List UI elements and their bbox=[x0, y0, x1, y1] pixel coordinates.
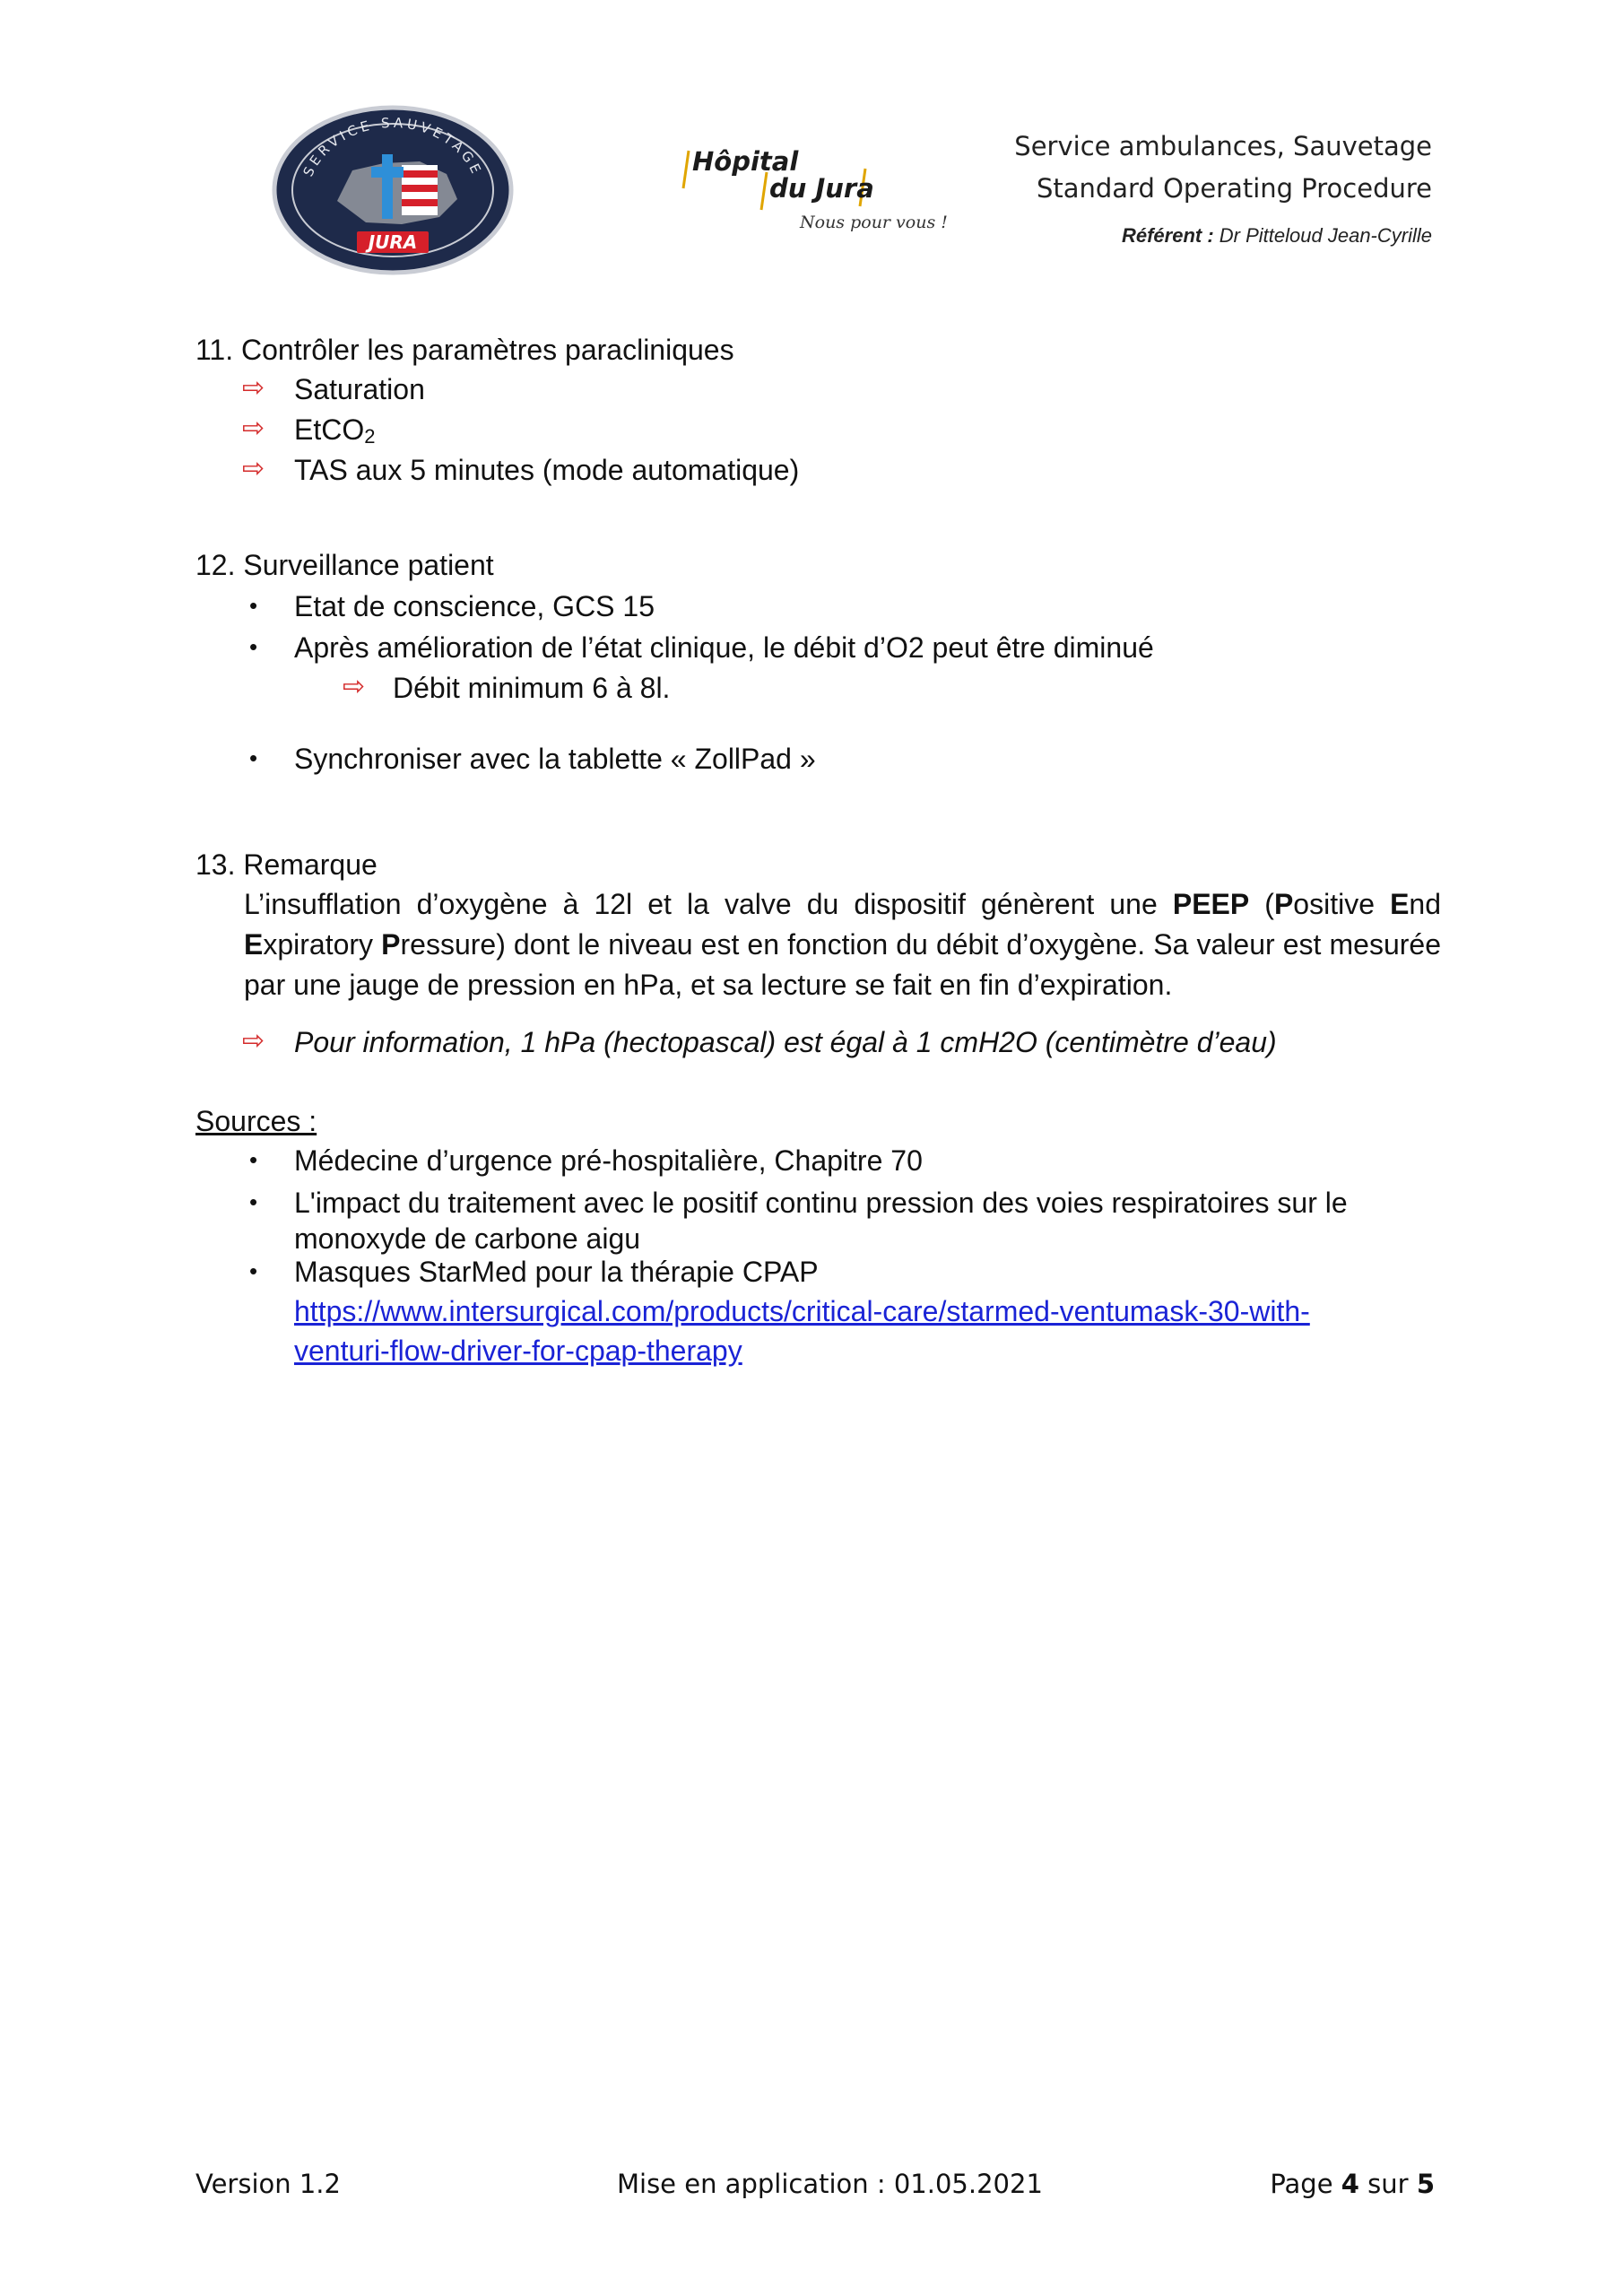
bullet-icon: • bbox=[249, 1146, 258, 1173]
source-item-1: Médecine d’urgence pré-hospitalière, Chapitre 70 bbox=[294, 1144, 923, 1177]
svg-text:du Jura: du Jura bbox=[769, 173, 874, 204]
starmed-link-line1[interactable]: https://www.intersurgical.com/products/critical-care/starmed-ventumask-30-with- bbox=[294, 1295, 1310, 1327]
referent-label: Référent : bbox=[1121, 224, 1214, 247]
source-item-3: Masques StarMed pour la thérapie CPAP bbox=[294, 1256, 819, 1288]
bullet-icon: • bbox=[249, 744, 258, 771]
arrow-icon: ⇨ bbox=[242, 413, 265, 443]
service-sauvetage-jura-logo bbox=[267, 100, 518, 280]
hopital-du-jura-logo bbox=[681, 135, 950, 242]
source-item-2-line1: L'impact du traitement avec le positif continu pression des voies respiratoires sur le bbox=[294, 1187, 1348, 1219]
bullet-icon: • bbox=[249, 592, 258, 619]
conscience-item: Etat de conscience, GCS 15 bbox=[294, 590, 655, 622]
section-12-heading: 12. Surveillance patient bbox=[195, 549, 494, 581]
header-service-line: Service ambulances, Sauvetage bbox=[1014, 131, 1432, 161]
bullet-icon: • bbox=[249, 1257, 258, 1284]
svg-text:SERVICE SAUVETAGE: SERVICE SAUVETAGE bbox=[299, 114, 486, 179]
bullet-icon: • bbox=[249, 1188, 258, 1215]
svg-text:Nous pour vous !: Nous pour vous ! bbox=[800, 213, 948, 232]
zollpad-item: Synchroniser avec la tablette « ZollPad » bbox=[294, 743, 816, 775]
arrow-icon: ⇨ bbox=[343, 672, 366, 701]
arrow-icon: ⇨ bbox=[242, 454, 265, 483]
section-11-heading: 11. Contrôler les paramètres paracliniques bbox=[195, 334, 734, 366]
tas-item: TAS aux 5 minutes (mode automatique) bbox=[294, 454, 800, 486]
footer-page-number: Page 4 sur 5 bbox=[1270, 2169, 1435, 2199]
hpa-note: Pour information, 1 hPa (hectopascal) est égal à 1 cmH2O (centimètre d’eau) bbox=[294, 1026, 1277, 1058]
bullet-icon: • bbox=[249, 633, 258, 660]
source-item-2-line2: monoxyde de carbone aigu bbox=[294, 1222, 641, 1255]
debit-minimum-item: Débit minimum 6 à 8l. bbox=[393, 672, 671, 704]
header-sop-line: Standard Operating Procedure bbox=[1036, 173, 1432, 204]
referent-name: Dr Pitteloud Jean-Cyrille bbox=[1219, 224, 1432, 247]
arrow-icon: ⇨ bbox=[242, 1026, 265, 1056]
sources-heading: Sources : bbox=[195, 1105, 317, 1137]
starmed-link-line2[interactable]: venturi-flow-driver-for-cpap-therapy bbox=[294, 1335, 742, 1367]
svg-text:Hôpital: Hôpital bbox=[692, 146, 799, 177]
footer-version: Version 1.2 bbox=[195, 2169, 341, 2199]
footer-application-date: Mise en application : 01.05.2021 bbox=[617, 2169, 1043, 2199]
amelioration-item: Après amélioration de l’état clinique, le débit d’O2 peut être diminué bbox=[294, 631, 1154, 664]
svg-text:JURA: JURA bbox=[368, 231, 418, 253]
header-referent bbox=[1122, 224, 1432, 248]
saturation-item: Saturation bbox=[294, 373, 425, 405]
remarque-paragraph: L’insufflation d’oxygène à 12l et la valve du dispositif génèrent une PEEP (Positive End Expiratory Pressure) dont le niveau est en fonction du débit d’oxygène. Sa valeur est mesurée par une jauge de pression en hPa, et sa lecture se fait en fin d’expiration. bbox=[244, 888, 1442, 1001]
arrow-icon: ⇨ bbox=[242, 373, 265, 403]
etco2-subscript: 2 bbox=[364, 425, 376, 448]
etco2-item: EtCO2 bbox=[294, 413, 376, 448]
section-13-heading: 13. Remarque bbox=[195, 848, 378, 881]
